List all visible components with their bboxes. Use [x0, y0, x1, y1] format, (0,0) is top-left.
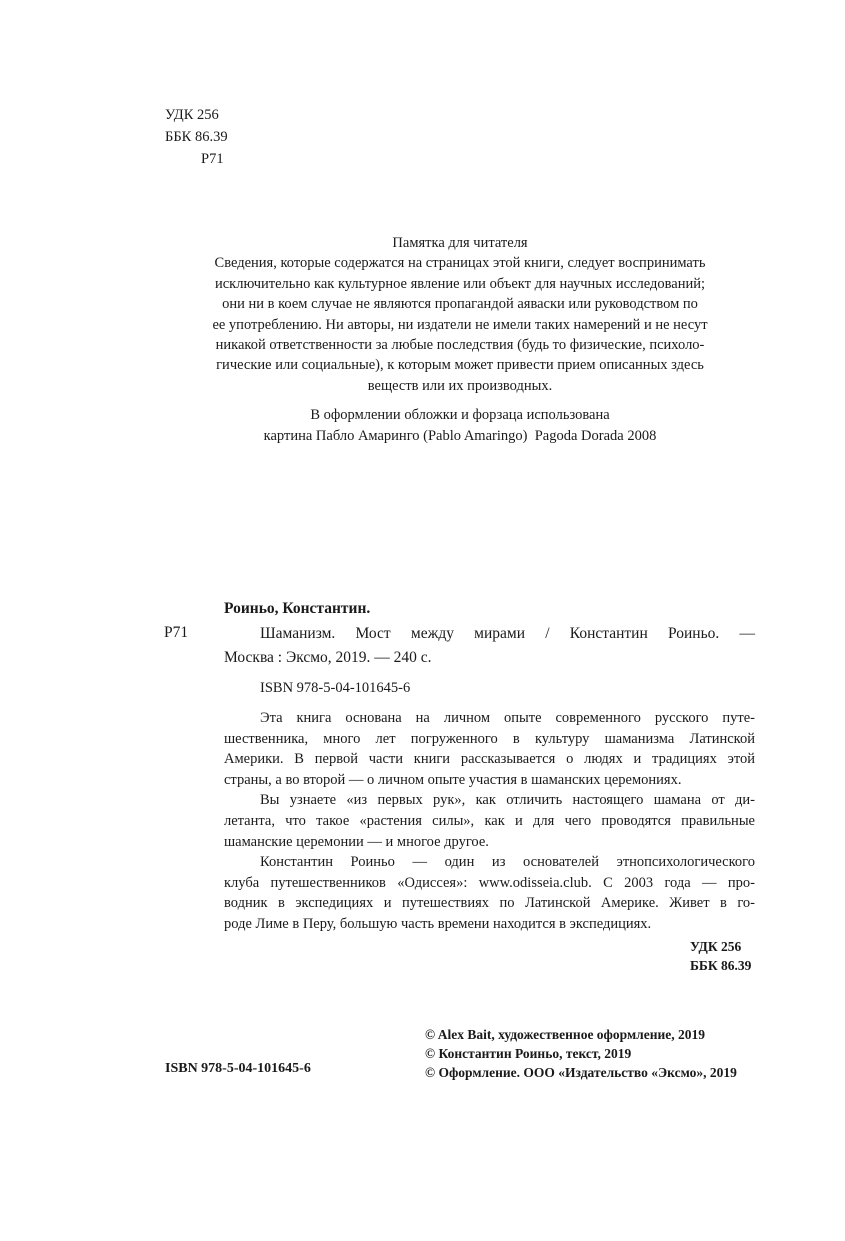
- bbk-code: ББК 86.39: [165, 129, 228, 145]
- cover-note-line: картина Пабло Амаринго (Pablo Amaringo) Pagoda Dorada 2008: [263, 427, 657, 444]
- classification-codes: [165, 104, 228, 170]
- memo-line: гические или социальные), к которым может привести прием описанных здесь: [216, 357, 704, 374]
- cover-note: [160, 405, 760, 446]
- reader-memo: [160, 233, 760, 396]
- memo-line: никакой ответственности за любые последствия (будь то физические, психоло-: [215, 337, 705, 354]
- annotation-line: водник в экспедициях и путешествиях по Латинской Америке. Живет в го-: [224, 895, 755, 912]
- annotation-line: шественника, много лет погруженного в культуру шаманизма Латинской: [224, 730, 755, 747]
- footer-classification-codes: [690, 937, 751, 975]
- memo-line: веществ или их производных.: [367, 377, 553, 394]
- footer-bbk-code: ББК 86.39: [690, 958, 752, 973]
- annotation-line: клуба путешественников «Одиссея»: www.odisseia.club. С 2003 года — про-: [224, 874, 755, 891]
- author-code: Р71: [201, 151, 224, 167]
- record-title-line: Шаманизм. Мост между мирами / Константин Роиньо. —: [260, 625, 755, 642]
- memo-line: ее употреблению. Ни авторы, ни издатели не имели таких намерений и не несут: [212, 316, 708, 333]
- annotation-line: страны, а во второй — о личном опыте участия в шаманских церемониях.: [224, 771, 682, 788]
- copyright-line: © Константин Роиньо, текст, 2019: [425, 1046, 632, 1061]
- annotation-line: Вы узнаете «из первых рук», как отличить настоящего шамана от ди-: [260, 792, 755, 809]
- record-isbn: ISBN 978-5-04-101645-6: [260, 680, 411, 696]
- annotation-line: Эта книга основана на личном опыте современного русского путе-: [260, 710, 755, 726]
- copyright-line: © Alex Bait, художественное оформление, 2019: [425, 1027, 706, 1042]
- memo-line: Сведения, которые содержатся на страницах этой книги, следует воспринимать: [214, 255, 706, 272]
- copyright-notices: [425, 1025, 737, 1082]
- memo-line: исключительно как культурное явление или объект для научных исследований;: [214, 275, 706, 292]
- memo-title: Памятка для читателя: [392, 235, 528, 251]
- isbn-bottom: ISBN 978-5-04-101645-6: [165, 1061, 311, 1076]
- udk-code: УДК 256: [165, 107, 219, 123]
- annotation-line: роде Лиме в Перу, большую часть времени находится в экспедициях.: [224, 915, 652, 932]
- record-author: Роиньо, Константин.: [224, 600, 371, 617]
- annotation-line: шаманские церемонии — и многое другое.: [224, 833, 489, 850]
- annotation: [224, 708, 755, 935]
- annotation-line: летанта, что такое «растения силы», как и для чего проводятся правильные: [224, 812, 755, 829]
- annotation-line: Америки. В первой части книги рассказывается о людях и традициях этой: [224, 751, 755, 768]
- annotation-line: Константин Роиньо — один из основателей этнопсихологического: [260, 854, 755, 871]
- memo-line: они ни в коем случае не являются пропагандой аяваски или руководством по: [222, 296, 698, 313]
- cover-note-line: В оформлении обложки и форзаца использована: [310, 407, 610, 423]
- copyright-line: © Оформление. ООО «Издательство «Эксмо», 2019: [425, 1065, 737, 1080]
- record-code: Р71: [164, 624, 189, 641]
- record-title: [224, 622, 755, 670]
- record-title-line: Москва : Эксмо, 2019. — 240 с.: [224, 649, 432, 666]
- footer-udk-code: УДК 256: [690, 939, 742, 954]
